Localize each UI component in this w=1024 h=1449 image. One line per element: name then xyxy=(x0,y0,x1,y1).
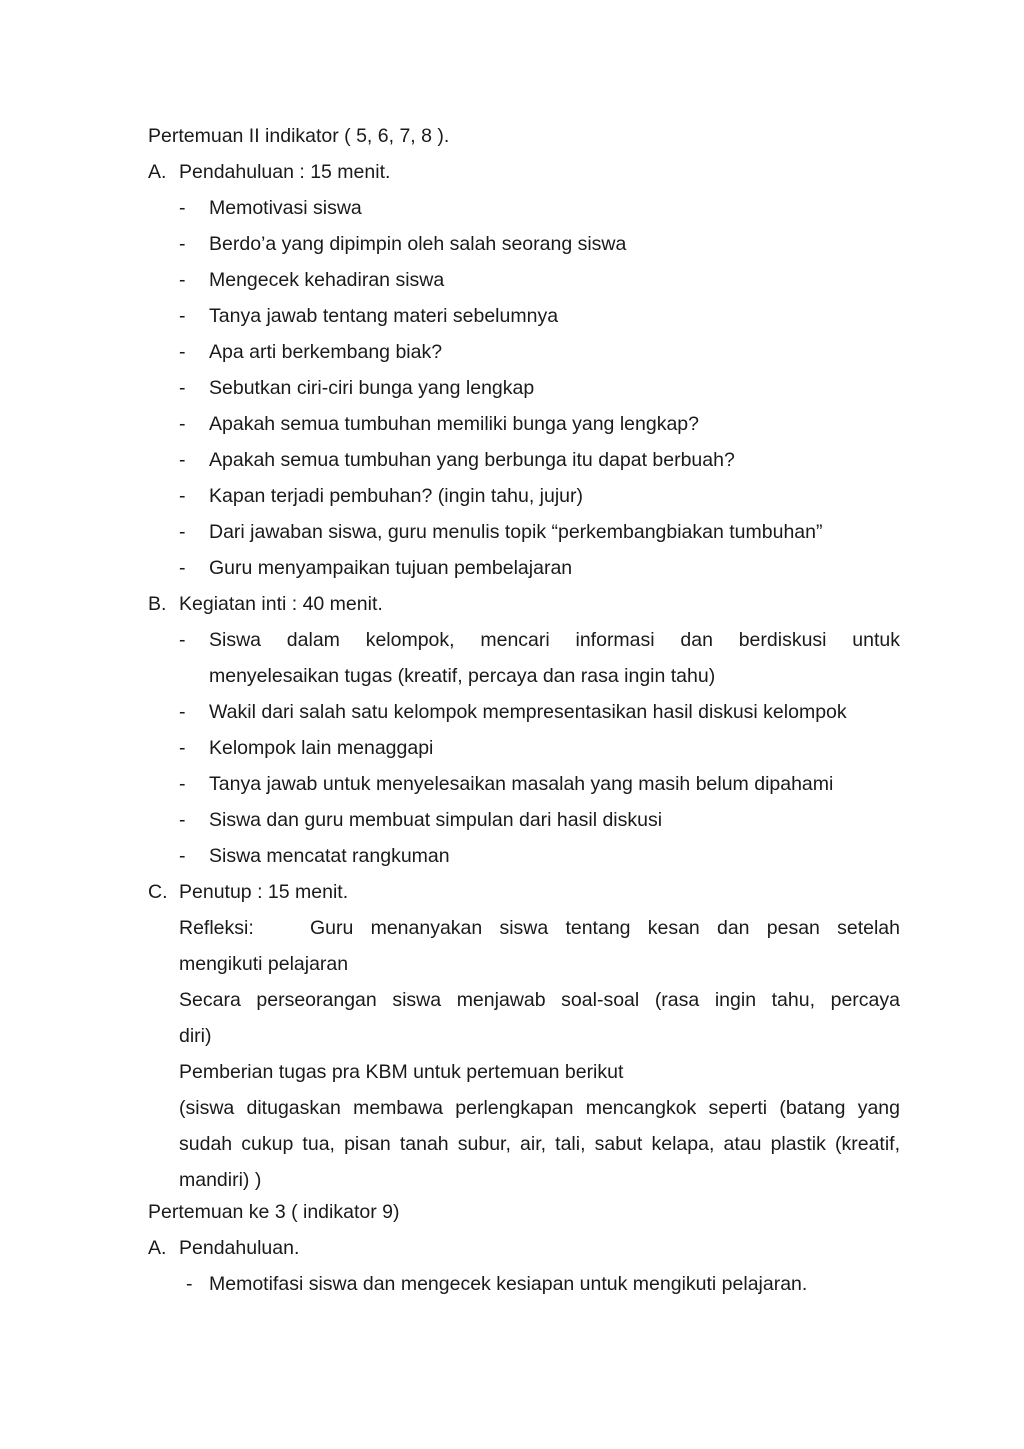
bullet-dash: - xyxy=(179,485,186,507)
list-item: Guru menyampaikan tujuan pembelajaran xyxy=(209,557,573,579)
note-text: mandiri) ) xyxy=(179,1169,262,1191)
bullet-dash: - xyxy=(179,521,186,543)
list-item: Dari jawaban siswa, guru menulis topik “perkembangbiakan tumbuhan” xyxy=(209,521,823,543)
list-item-line: menyelesaikan tugas (kreatif, percaya dan rasa ingin tahu) xyxy=(209,665,716,687)
bullet-dash: - xyxy=(179,413,186,435)
meeting3-section-a-letter: A. xyxy=(148,1237,167,1259)
bullet-dash: - xyxy=(179,197,186,219)
list-item: Memotifasi siswa dan mengecek kesiapan untuk mengikuti pelajaran. xyxy=(209,1273,808,1295)
bullet-dash: - xyxy=(179,341,186,363)
bullet-dash: - xyxy=(179,701,186,723)
bullet-dash: - xyxy=(179,809,186,831)
individual-text: Secara perseorangan siswa menjawab soal-soal (rasa ingin tahu, percaya xyxy=(179,989,900,1011)
refleksi-label: Refleksi: xyxy=(179,917,254,939)
bullet-dash: - xyxy=(179,737,186,759)
list-item: Kapan terjadi pembuhan? (ingin tahu, jujur) xyxy=(209,485,583,507)
bullet-dash: - xyxy=(179,233,186,255)
bullet-dash: - xyxy=(179,449,186,471)
list-item: Apakah semua tumbuhan yang berbunga itu dapat berbuah? xyxy=(209,449,735,471)
bullet-dash: - xyxy=(179,377,186,399)
section-b-letter: B. xyxy=(148,593,167,615)
note-text: (siswa ditugaskan membawa perlengkapan mencangkok seperti (batang yang xyxy=(179,1097,900,1119)
list-item: Apakah semua tumbuhan memiliki bunga yang lengkap? xyxy=(209,413,699,435)
section-b-title: Kegiatan inti : 40 menit. xyxy=(179,593,383,615)
list-item: Tanya jawab untuk menyelesaikan masalah yang masih belum dipahami xyxy=(209,773,834,795)
bullet-dash: - xyxy=(179,845,186,867)
list-item: Wakil dari salah satu kelompok mempresentasikan hasil diskusi kelompok xyxy=(209,701,847,723)
meeting2-heading: Pertemuan II indikator ( 5, 6, 7, 8 ). xyxy=(148,125,450,147)
task-text: Pemberian tugas pra KBM untuk pertemuan berikut xyxy=(179,1061,624,1083)
bullet-dash: - xyxy=(179,773,186,795)
note-text: sudah cukup tua, pisan tanah subur, air, tali, sabut kelapa, atau plastik (kreatif, xyxy=(179,1133,900,1155)
bullet-dash: - xyxy=(186,1273,193,1295)
list-item: Tanya jawab tentang materi sebelumnya xyxy=(209,305,559,327)
meeting3-heading: Pertemuan ke 3 ( indikator 9) xyxy=(148,1201,400,1223)
bullet-dash: - xyxy=(179,557,186,579)
list-item: Siswa mencatat rangkuman xyxy=(209,845,450,867)
refleksi-text: Guru menanyakan siswa tentang kesan dan pesan setelah xyxy=(310,917,900,939)
list-item: Siswa dan guru membuat simpulan dari hasil diskusi xyxy=(209,809,663,831)
section-a-letter: A. xyxy=(148,161,167,183)
bullet-dash: - xyxy=(179,269,186,291)
meeting3-section-a-title: Pendahuluan. xyxy=(179,1237,300,1259)
list-item: Kelompok lain menaggapi xyxy=(209,737,434,759)
bullet-dash: - xyxy=(179,629,186,651)
list-item: Apa arti berkembang biak? xyxy=(209,341,443,363)
bullet-dash: - xyxy=(179,305,186,327)
section-a-title: Pendahuluan : 15 menit. xyxy=(179,161,391,183)
list-item: Berdo’a yang dipimpin oleh salah seorang siswa xyxy=(209,233,627,255)
list-item: Mengecek kehadiran siswa xyxy=(209,269,445,291)
list-item-line: Siswa dalam kelompok, mencari informasi dan berdiskusi untuk xyxy=(209,629,900,651)
list-item: Sebutkan ciri-ciri bunga yang lengkap xyxy=(209,377,535,399)
list-item: Memotivasi siswa xyxy=(209,197,362,219)
individual-text-cont: diri) xyxy=(179,1025,212,1047)
refleksi-text-cont: mengikuti pelajaran xyxy=(179,953,349,975)
section-c-title: Penutup : 15 menit. xyxy=(179,881,349,903)
section-c-letter: C. xyxy=(148,881,168,903)
